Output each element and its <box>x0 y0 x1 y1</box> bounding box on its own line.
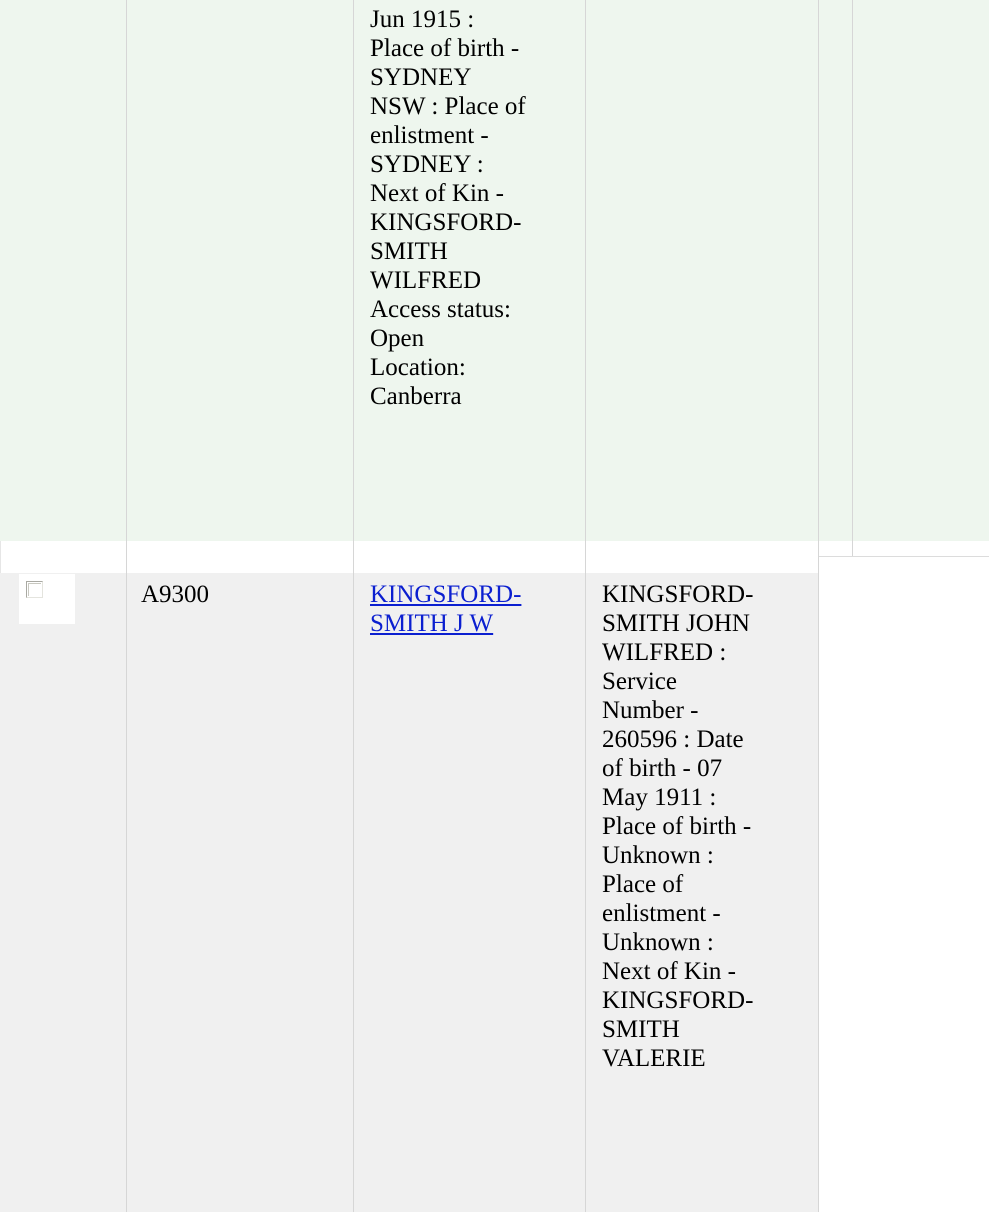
checkbox-box[interactable] <box>26 581 43 598</box>
checkbox-inner <box>28 583 41 596</box>
column-divider <box>126 0 127 1212</box>
row-2-select-checkbox[interactable] <box>19 574 75 624</box>
row-2-control-link[interactable]: KINGSFORD- SMITH J W <box>370 581 522 637</box>
row-2-title-cell: KINGSFORD- SMITH JOHN WILFRED : Service Number - 260596 : Date of birth - 07 May 1911 : Place of birth - Unknown : Place of enlistment - Unknown : Next of Kin - KINGSFORD- SMITH VALERIE <box>602 581 754 1072</box>
column-divider <box>818 0 819 1212</box>
column-divider <box>353 0 354 1212</box>
row-2-series-cell: A9300 <box>141 581 210 608</box>
column-divider <box>585 0 586 1212</box>
column-divider <box>0 541 1 573</box>
row-divider <box>818 556 989 557</box>
row-1-title-cell: Jun 1915 : Place of birth - SYDNEY NSW : Place of enlistment - SYDNEY : Next of Kin - KINGSFORD- SMITH WILFRED Access status: Open Location: Canberra <box>370 6 526 410</box>
column-divider <box>852 0 853 556</box>
